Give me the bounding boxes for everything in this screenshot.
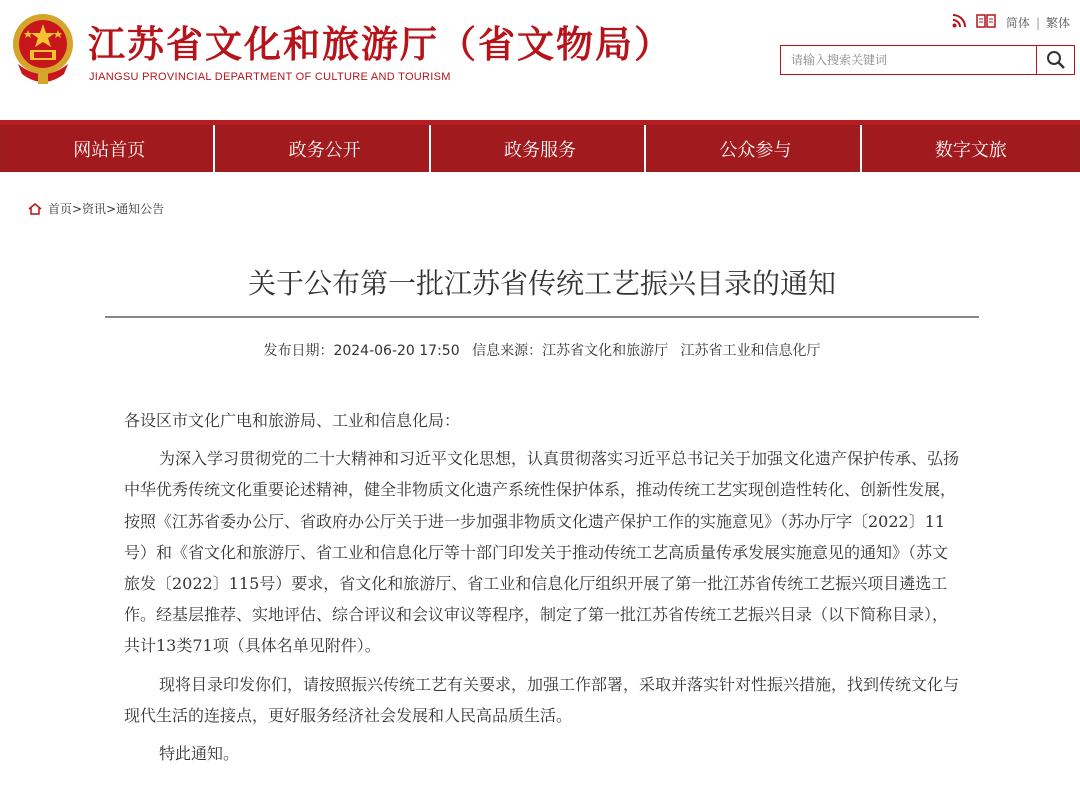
nav-item-public-participation[interactable]: 公众参与: [651, 125, 861, 172]
site-header: [0, 0, 1080, 120]
paragraph: 现将目录印发你们，请按照振兴传统工艺有关要求，加强工作部署，采取并落实针对性振兴措施，找到传统文化与现代生活的连接点，更好服务经济社会发展和人民高品质生活。: [124, 674, 960, 725]
nav-item-government-affairs[interactable]: 政务公开: [220, 125, 430, 172]
national-emblem-icon: [10, 12, 76, 86]
top-links: [952, 14, 1070, 31]
simplified-link[interactable]: 简体: [1005, 16, 1030, 30]
rss-icon[interactable]: [952, 14, 966, 31]
publish-date: 发布日期：2024-06-20 17:50: [263, 343, 460, 359]
home-icon[interactable]: [28, 203, 42, 215]
paragraph: 为深入学习贯彻党的二十大精神和习近平文化思想，认真贯彻落实习近平总书记关于加强文化遗产保护传承、弘扬中华优秀传统文化重要论述精神，健全非物质文化遗产系统性保护体系，推动传统工艺实现创造性转化、创新性发展，按照《江苏省委办公厅、省政府办公厅关于进一步加强非物质文化遗产保护工作的实施意见》（苏办厅字〔2022〕11号）和《省文化和旅游厅、省工业和信息化厅等十部门印发关于推动传统工艺高质量传承发展实施意见的通知》（苏文旅发〔2022〕115号）要求，省文化和旅游厅、省工业和信息化厅组织开展了第一批江苏省传统工艺振兴项目遴选工作。经基层推荐、实地评估、综合评议和会议审议等程序，制定了第一批江苏省传统工艺振兴目录（以下简称目录），共计13类71项（具体名单见附件）。: [124, 449, 960, 656]
breadcrumb-text[interactable]: 首页>资讯>通知公告: [48, 202, 165, 216]
article-body: [124, 405, 960, 776]
search-button[interactable]: [1036, 46, 1074, 74]
article-title: 关于公布第一批江苏省传统工艺振兴目录的通知: [247, 267, 836, 300]
search-icon: [1046, 50, 1066, 70]
article-meta: [105, 340, 979, 360]
site-title: 江苏省文化和旅游厅（省文物局）: [88, 22, 673, 66]
nav-item-digital-tourism[interactable]: 数字文旅: [867, 125, 1075, 172]
divider: |: [1035, 15, 1040, 30]
nav-item-government-services[interactable]: 政务服务: [436, 125, 646, 172]
salutation: 各设区市文化广电和旅游局、工业和信息化局：: [124, 411, 461, 430]
paragraph: 特此通知。: [159, 744, 240, 764]
breadcrumb: [28, 200, 164, 217]
title-divider: [105, 316, 979, 318]
traditional-link[interactable]: 繁体: [1045, 16, 1070, 30]
info-source-2: 江苏省工业和信息化厅: [680, 343, 821, 359]
search-box: [780, 45, 1075, 75]
site-subtitle: JIANGSU PROVINCIAL DEPARTMENT OF CULTURE AND TOURISM: [89, 71, 451, 83]
main-nav: [0, 120, 1080, 172]
book-icon[interactable]: [976, 14, 996, 31]
info-source: 信息来源：江苏省文化和旅游厅: [472, 343, 669, 359]
search-input[interactable]: [781, 46, 1036, 74]
nav-item-home[interactable]: 网站首页: [5, 125, 215, 172]
